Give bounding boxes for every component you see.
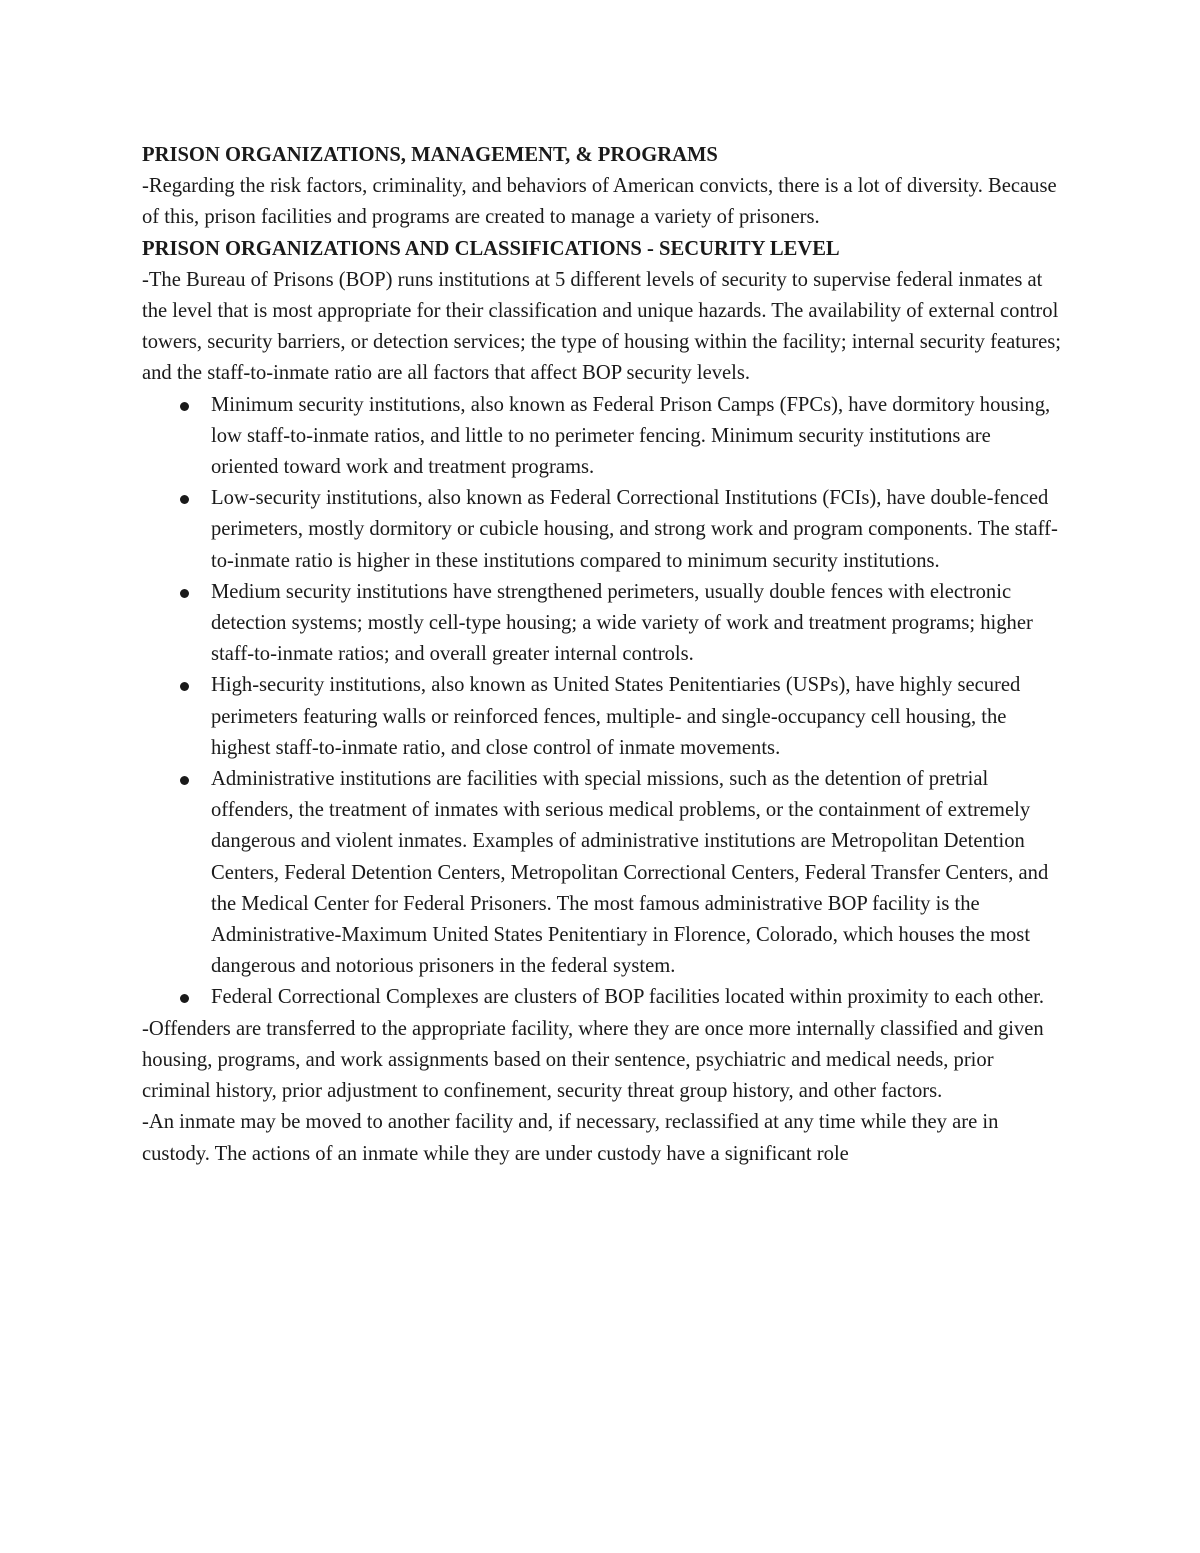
- list-item-text: High-security institutions, also known as United States Penitentiaries (USPs), have highly secured perimeters featuring walls or reinforced fences, multiple- and single-occupancy cell housing, the highest staff-to-inmate ratio, and close control of inmate movements.: [211, 674, 1021, 759]
- bop-paragraph: -The Bureau of Prisons (BOP) runs institutions at 5 different levels of security to supervise federal inmates at the level that is most appropriate for their classification and unique hazards. The availability of external control towers, security barriers, or detection services; the type of housing within the facility; internal security features; and the staff-to-inmate ratio are all factors that affect BOP security levels.: [142, 268, 1061, 385]
- section-heading-programs: PRISON ORGANIZATIONS, MANAGEMENT, & PROGRAMS: [142, 144, 718, 166]
- list-item-text: Administrative institutions are facilities with special missions, such as the detention of pretrial offenders, the treatment of inmates with serious medical problems, or the containment of extremely dangerous and violent inmates. Examples of administrative institutions are Metropolitan Detention Centers, Federal Detention Centers, Metropolitan Correctional Centers, Federal Transfer Centers, and the Medical Center for Federal Prisoners. The most famous administrative BOP facility is the Administrative-Maximum United States Penitentiary in Florence, Colorado, which houses the most dangerous and notorious prisoners in the federal system.: [211, 768, 1049, 978]
- bullet-icon: [180, 495, 189, 504]
- list-item-text: Medium security institutions have strengthened perimeters, usually double fences with electronic detection systems; mostly cell-type housing; a wide variety of work and treatment programs; higher staff-to-inmate ratios; and overall greater internal controls.: [211, 580, 1033, 666]
- list-item: [142, 577, 1062, 671]
- transfer-paragraph: -Offenders are transferred to the appropriate facility, where they are once more internally classified and given housing, programs, and work assignments based on their sentence, psychiatric and medical needs, prior criminal history, prior adjustment to confinement, security threat group history, and other factors.: [142, 1017, 1044, 1103]
- bullet-icon: [180, 682, 189, 691]
- list-item-text: Federal Correctional Complexes are clusters of BOP facilities located within proximity to each other.: [211, 986, 1045, 1009]
- list-item: [142, 483, 1062, 577]
- security-level-list: [142, 390, 1062, 1014]
- list-item: [142, 764, 1062, 982]
- custody-paragraph: -An inmate may be moved to another facility and, if necessary, reclassified at any time while they are in custody. The actions of an inmate while they are under custody have a significant role: [142, 1111, 999, 1165]
- document-page: [142, 140, 1062, 1170]
- list-item: [142, 982, 1062, 1013]
- section-heading-security-level: PRISON ORGANIZATIONS AND CLASSIFICATIONS - SECURITY LEVEL: [142, 237, 840, 260]
- list-item-text: Minimum security institutions, also known as Federal Prison Camps (FPCs), have dormitory housing, low staff-to-inmate ratios, and little to no perimeter fencing. Minimum security institutions are oriented toward work and treatment programs.: [211, 393, 1051, 479]
- bullet-icon: [180, 589, 189, 598]
- bullet-icon: [180, 402, 189, 411]
- bullet-icon: [180, 994, 189, 1003]
- list-item-text: Low-security institutions, also known as Federal Correctional Institutions (FCIs), have double-fenced perimeters, mostly dormitory or cubicle housing, and strong work and program components. The staff-to-inmate ratio is higher in these institutions compared to minimum security institutions.: [211, 487, 1058, 572]
- list-item: [142, 670, 1062, 764]
- list-item: [142, 390, 1062, 484]
- intro-paragraph: -Regarding the risk factors, criminality, and behaviors of American convicts, there is a lot of diversity. Because of this, prison facilities and programs are created to manage a variety of prisoners.: [142, 175, 1057, 229]
- bullet-icon: [180, 776, 189, 785]
